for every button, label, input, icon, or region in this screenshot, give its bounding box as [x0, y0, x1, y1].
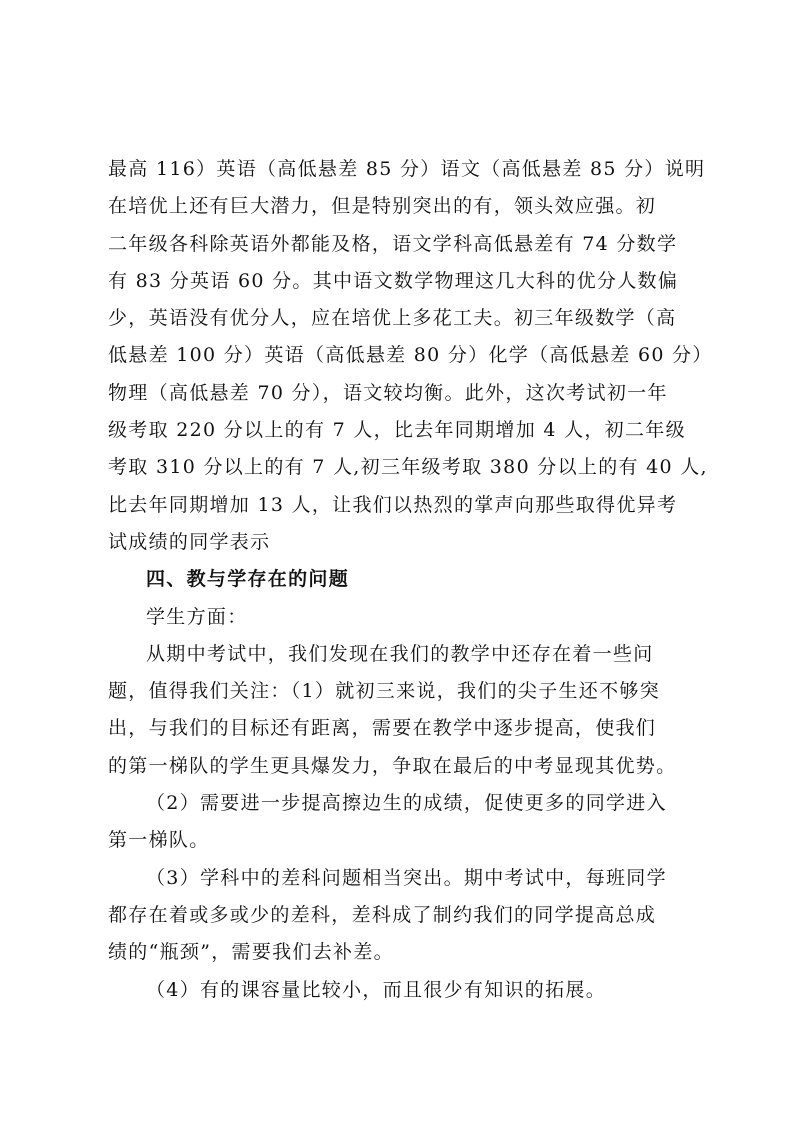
paragraph-line: 题，值得我们关注：（1）就初三来说，我们的尖子生还不够突	[108, 680, 660, 703]
paragraph-line: 低悬差 100 分）英语（高低悬差 80 分）化学（高低悬差 60 分）	[108, 344, 713, 367]
body-text	[108, 151, 713, 1009]
paragraph-line: 比去年同期增加 13 人，让我们以热烈的掌声向那些取得优异考	[108, 493, 678, 516]
paragraph-line: 物理（高低悬差 70 分），语文较均衡。此外，这次考试初一年	[108, 381, 668, 404]
paragraph-line: 级考取 220 分以上的有 7 人，比去年同期增加 4 人，初二年级	[108, 419, 686, 442]
paragraph-line: 第一梯队。	[108, 829, 210, 852]
paragraph-line: 二年级各科除英语外都能及格，语文学科高低悬差有 74 分数学	[108, 232, 678, 255]
paragraph-line: 绩的“瓶颈”，需要我们去补差。	[108, 941, 394, 964]
paragraph-line: （4）有的课容量比较小，而且很少有知识的拓展。	[146, 978, 606, 1001]
paragraph-line: 少，英语没有优分人，应在培优上多花工夫。初三年级数学（高	[108, 307, 677, 330]
paragraph-line: 考取 310 分以上的有 7 人,初三年级考取 380 分以上的有 40 人,	[108, 456, 708, 479]
paragraph-line: 在培优上还有巨大潜力，但是特别突出的有，领头效应强。初	[108, 195, 657, 218]
paragraph-line: 最高 116）英语（高低悬差 85 分）语文（高低悬差 85 分）说明	[108, 158, 706, 180]
paragraph-line: （3）学科中的差科问题相当突出。期中考试中，每班同学	[146, 866, 667, 889]
paragraph-line: 试成绩的同学表示	[108, 530, 271, 553]
paragraph-line: 出，与我们的目标还有距离，需要在教学中逐步提高，使我们	[108, 717, 657, 740]
paragraph-line: 从期中考试中，我们发现在我们的教学中还存在着一些问	[146, 642, 654, 665]
section-heading: 四、教与学存在的问题	[146, 568, 350, 591]
paragraph-line: （2）需要进一步提高擦边生的成绩，促使更多的同学进入	[146, 792, 667, 815]
paragraph-line: 的第一梯队的学生更具爆发力，争取在最后的中考显现其优势。	[108, 754, 677, 777]
subheading: 学生方面：	[146, 605, 248, 628]
paragraph-line: 都存在着或多或少的差科，差科成了制约我们的同学提高总成	[108, 903, 657, 926]
paragraph-line: 有 83 分英语 60 分。其中语文数学物理这几大科的优分人数偏	[108, 269, 679, 292]
